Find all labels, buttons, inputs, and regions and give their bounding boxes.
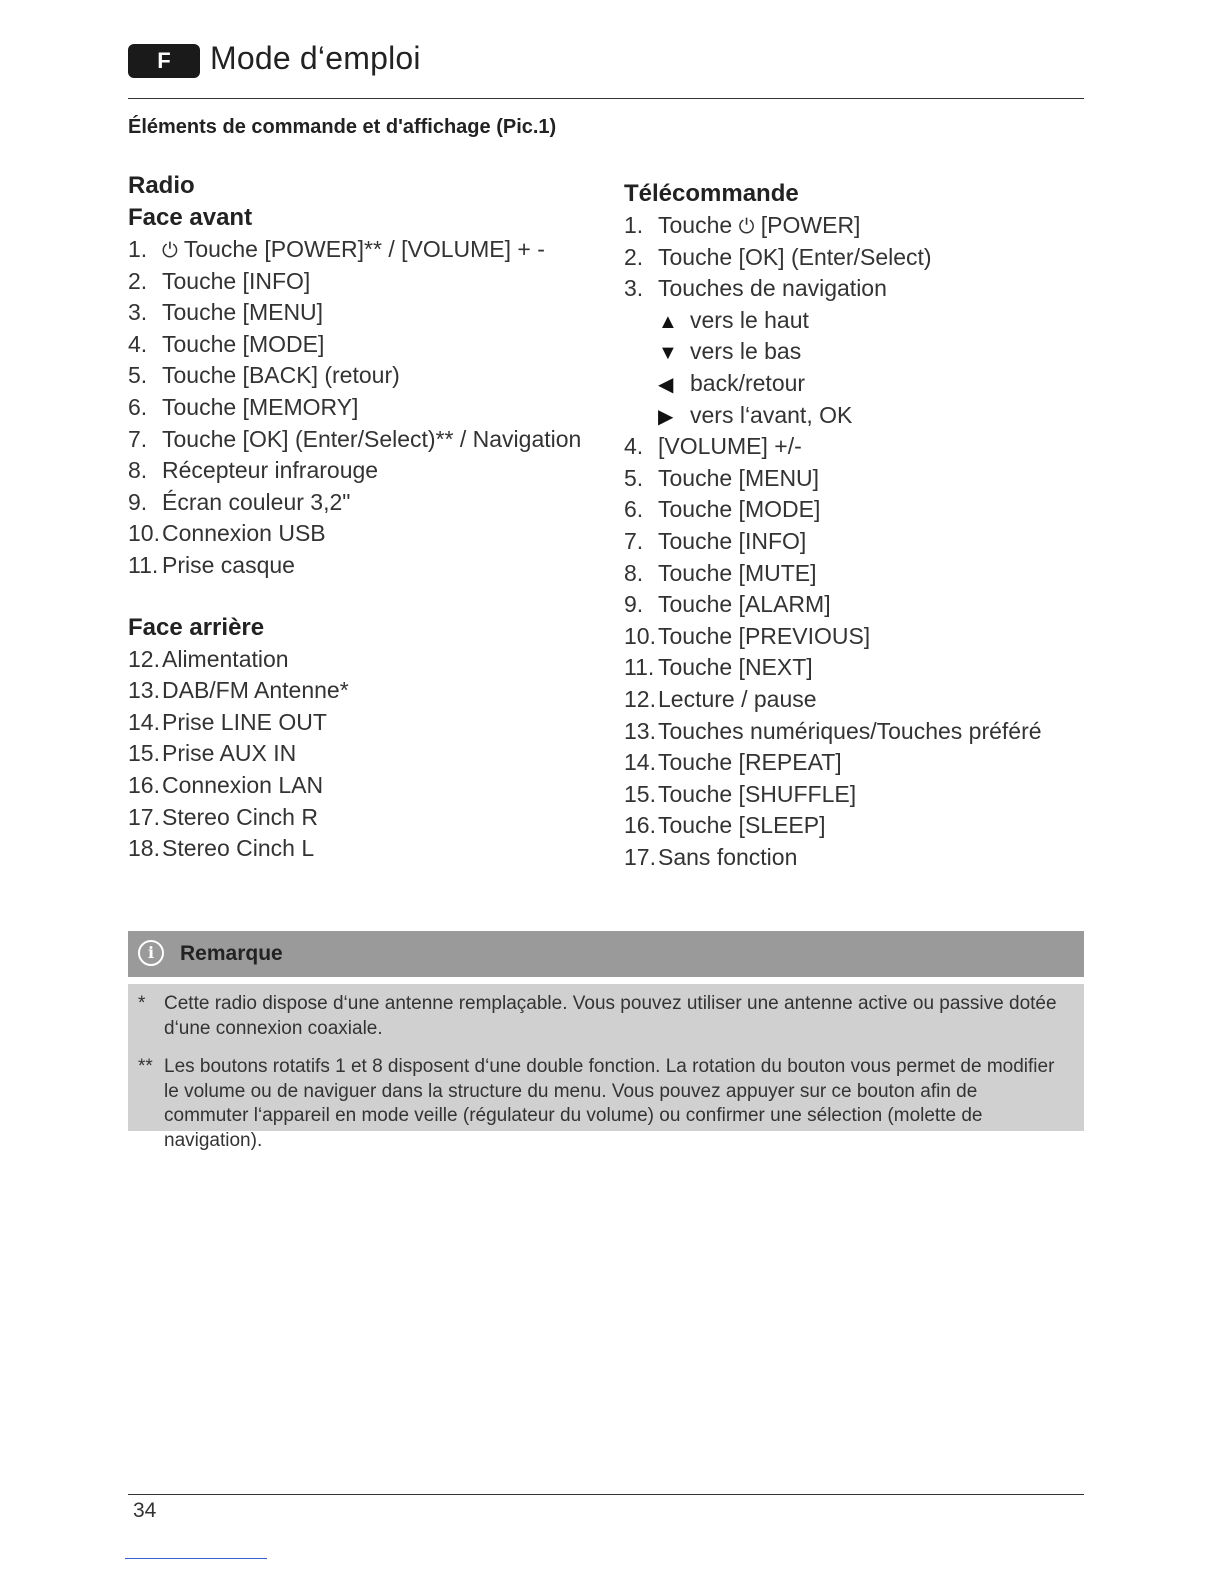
item-number: 18. [128, 835, 160, 862]
item-number: 13. [128, 677, 160, 704]
power-icon: ⏻ [162, 240, 178, 262]
list-item [128, 297, 598, 329]
item-label: Sans fonction [658, 843, 798, 870]
item-label: Touche [SLEEP] [658, 812, 826, 839]
list-item [128, 802, 598, 834]
item-number: 16. [128, 771, 160, 798]
header-divider [128, 98, 1084, 99]
language-badge: F [128, 44, 200, 78]
item-label: Touche [658, 212, 733, 238]
arrow-up-icon: ▲ [658, 310, 678, 333]
list-item [624, 558, 1084, 590]
list-item [128, 360, 598, 392]
list-item [128, 738, 598, 770]
item-number: 6. [624, 496, 644, 523]
arrow-down-icon: ▼ [658, 342, 678, 365]
item-label: vers le bas [690, 338, 802, 365]
item-number: 1. [128, 236, 148, 262]
note-item [138, 992, 1064, 1041]
arrow-left-icon: ◀ [658, 373, 674, 396]
item-label: Touche [ALARM] [658, 591, 831, 618]
item-number: 12. [128, 645, 160, 672]
item-label: vers l‘avant, OK [690, 401, 853, 428]
item-label: [VOLUME] +/- [658, 433, 802, 460]
item-label: Écran couleur 3,2" [162, 488, 351, 515]
item-label: vers le haut [690, 306, 809, 333]
item-number: 15. [128, 740, 160, 767]
item-number: 13. [624, 717, 656, 744]
power-icon: ⏻ [738, 216, 755, 238]
list-item [624, 494, 1084, 526]
remote-heading: Télécommande [624, 180, 799, 207]
item-label: Touche [MODE] [658, 496, 821, 523]
remote-list [624, 210, 1084, 305]
item-label: Récepteur infrarouge [162, 457, 379, 484]
list-item [128, 833, 598, 865]
item-number: 8. [128, 457, 148, 484]
list-item [128, 707, 598, 739]
item-number: 9. [624, 591, 644, 618]
note-marker: ** [138, 1056, 153, 1077]
list-item [624, 242, 1084, 274]
note-text: Cette radio dispose d‘une antenne remplaçable. Vous pouvez utiliser une antenne active ou passive dotée d‘une connexion coaxiale. [164, 993, 1057, 1039]
item-label: Touche [INFO] [658, 527, 807, 554]
item-number: 2. [624, 243, 644, 270]
item-label: [POWER] [760, 212, 861, 238]
radio-column [128, 170, 598, 865]
item-number: 8. [624, 559, 644, 586]
list-item [624, 589, 1084, 621]
item-number: 14. [624, 749, 656, 776]
remote-column [624, 178, 1084, 873]
item-number: 2. [128, 267, 148, 294]
list-item [128, 234, 598, 266]
item-number: 5. [128, 362, 148, 389]
item-number: 5. [624, 464, 644, 491]
item-label: Touche [REPEAT] [658, 749, 842, 776]
list-item [128, 455, 598, 487]
item-number: 7. [624, 527, 644, 554]
item-number: 12. [624, 685, 656, 712]
item-number: 4. [128, 330, 148, 357]
list-item [128, 392, 598, 424]
list-item [128, 518, 598, 550]
list-item [624, 810, 1084, 842]
link-underline [125, 1558, 267, 1559]
section-heading: Éléments de commande et d'affichage (Pic.1) [128, 116, 557, 138]
item-number: 7. [128, 425, 148, 452]
item-label: Lecture / pause [658, 685, 817, 712]
item-label: Touche [MODE] [162, 330, 325, 357]
nav-item [624, 400, 1084, 432]
arrow-right-icon: ▶ [658, 405, 674, 428]
item-label: Connexion USB [162, 520, 326, 547]
item-label: Prise casque [162, 551, 295, 578]
list-item [128, 770, 598, 802]
item-number: 14. [128, 708, 160, 735]
item-number: 16. [624, 812, 656, 839]
item-label: Touche [SHUFFLE] [658, 780, 857, 807]
item-label: Touche [NEXT] [658, 654, 813, 681]
radio-heading: Radio [128, 172, 195, 199]
item-label: Stereo Cinch R [162, 803, 318, 830]
document-title: Mode d‘emploi [210, 40, 421, 76]
footer-divider [128, 1494, 1084, 1495]
item-label: Touche [PREVIOUS] [658, 622, 871, 649]
item-label: Touche [BACK] (retour) [162, 362, 400, 389]
page-number: 34 [133, 1499, 157, 1522]
item-label: Touche [MENU] [658, 464, 820, 491]
item-label: back/retour [690, 369, 806, 396]
list-item [624, 621, 1084, 653]
note-marker: * [138, 993, 146, 1014]
info-icon: i [138, 940, 164, 966]
front-panel-list [128, 234, 598, 582]
item-label: Stereo Cinch L [162, 835, 315, 862]
item-number: 6. [128, 393, 148, 420]
item-label: Connexion LAN [162, 771, 324, 798]
item-label: Touche [OK] (Enter/Select) [658, 243, 932, 270]
list-item [128, 329, 598, 361]
front-panel-heading: Face avant [128, 204, 253, 231]
item-label: Touche [INFO] [162, 267, 311, 294]
back-panel-heading: Face arrière [128, 613, 265, 641]
nav-item [624, 336, 1084, 368]
item-number: 17. [624, 843, 656, 870]
list-item [128, 550, 598, 582]
list-item [624, 716, 1084, 748]
item-number: 3. [128, 299, 148, 326]
item-number: 11. [624, 654, 655, 681]
remote-list-continued [624, 431, 1084, 873]
note-body [128, 984, 1084, 1151]
item-number: 15. [624, 780, 656, 807]
item-label: DAB/FM Antenne* [162, 677, 349, 704]
item-label: Alimentation [162, 645, 289, 672]
item-label: Touches numériques/Touches préféré [658, 717, 1042, 744]
item-label: Touche [MEMORY] [162, 393, 359, 420]
item-label: Touche [MUTE] [658, 559, 817, 586]
item-label: Prise AUX IN [162, 740, 297, 767]
item-number: 17. [128, 803, 160, 830]
item-label: Touche [OK] (Enter/Select)** / Navigation [162, 425, 582, 452]
note-item [138, 1055, 1064, 1153]
list-item [128, 644, 598, 676]
note-text: Les boutons rotatifs 1 et 8 disposent d‘une double fonction. La rotation du bouton vous permet de modifier le volume ou de naviguer dans la structure du menu. Vous pouvez appuyer sur ce bouton afin de commuter l‘appareil en mode veille (régulateur du volume) ou confirmer une sélection (molette de navigation). [164, 1056, 1055, 1151]
list-item [624, 842, 1084, 874]
list-item [128, 675, 598, 707]
item-label: Prise LINE OUT [162, 708, 327, 735]
item-number: 3. [624, 275, 644, 302]
list-item [128, 487, 598, 519]
item-label: Touche [MENU] [162, 299, 324, 326]
back-panel-list [128, 644, 598, 865]
note-title: Remarque [180, 942, 283, 965]
item-label: Touche [POWER]** / [VOLUME] + - [183, 236, 545, 262]
nav-item [624, 305, 1084, 337]
list-item [624, 463, 1084, 495]
list-item [128, 424, 598, 456]
navigation-sublist [624, 305, 1084, 431]
list-item [624, 779, 1084, 811]
list-item [624, 526, 1084, 558]
list-item [128, 266, 598, 298]
nav-item [624, 368, 1084, 400]
item-number: 11. [128, 551, 159, 578]
list-item [624, 684, 1084, 716]
list-item [624, 747, 1084, 779]
item-number: 9. [128, 488, 148, 515]
item-label: Touches de navigation [658, 275, 887, 302]
list-item [624, 210, 1084, 242]
list-item [624, 431, 1084, 463]
item-number: 4. [624, 433, 644, 460]
list-item [624, 273, 1084, 305]
list-item [624, 652, 1084, 684]
item-number: 10. [128, 520, 160, 547]
item-number: 1. [624, 212, 644, 238]
item-number: 10. [624, 622, 656, 649]
note-header [128, 931, 1084, 977]
